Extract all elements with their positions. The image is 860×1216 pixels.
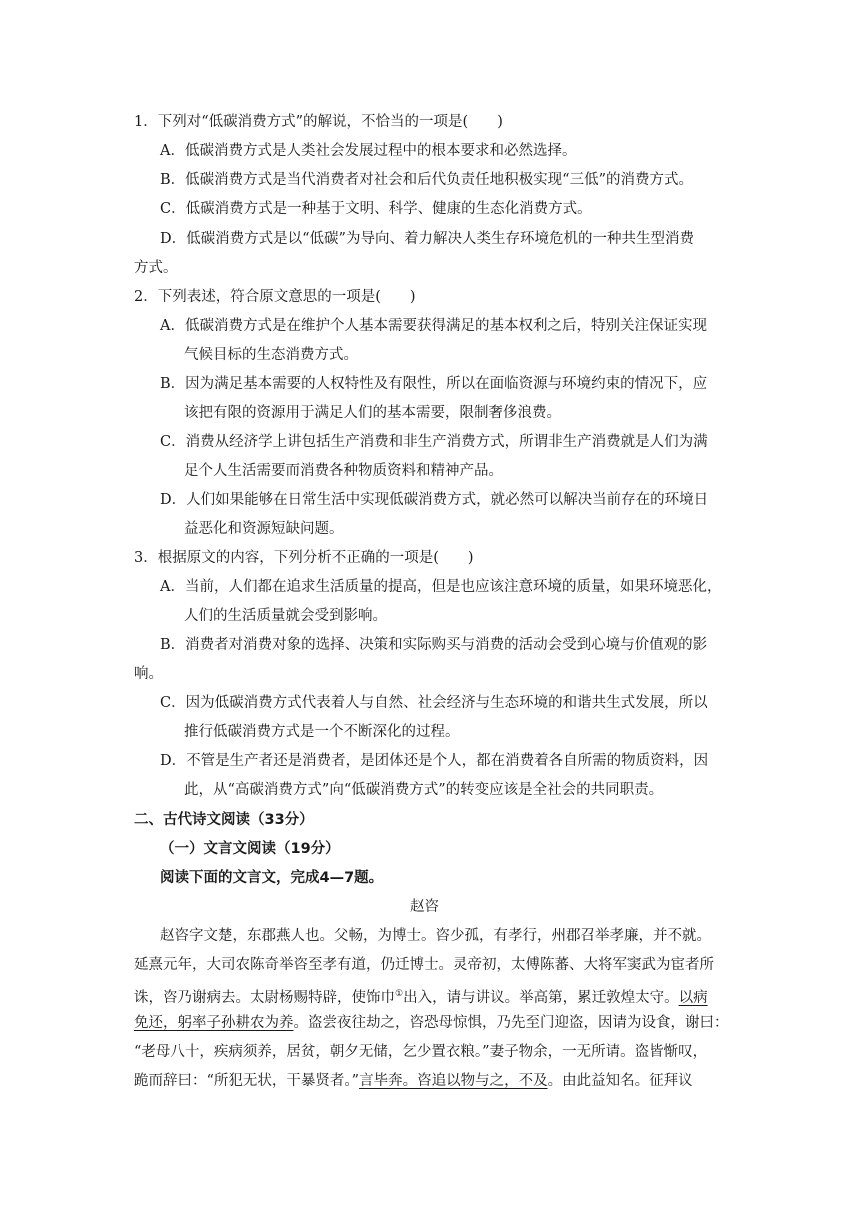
underlined-sentence-2: 言毕奔。咨追以物与之，不及 <box>359 1073 548 1089</box>
passage-line-2: 延熹元年，大司农陈奇举咨至孝有道，仍迁博士。灵帝初，太傅陈蕃、大将军窦武为宦者所 <box>134 957 714 973</box>
question-3-option-b-cont: 响。 <box>134 666 163 682</box>
question-3-stem: 3．根据原文的内容，下列分析不正确的一项是( ) <box>134 550 474 566</box>
question-3-option-d: D．不管是生产者还是消费者，是团体还是个人，都在消费着各自所需的物质资料，因 <box>160 753 709 769</box>
question-3-option-c-cont: 推行低碳消费方式是一个不断深化的过程。 <box>184 724 460 740</box>
passage-line-6-text-a: 跪而辞曰：“所犯无状，干暴贤者。” <box>134 1073 360 1089</box>
subsection-title: （一）文言文阅读（19分） <box>160 841 340 857</box>
question-3-option-d-cont: 此，从“高碳消费方式”向“低碳消费方式”的转变应该是全社会的共同职责。 <box>184 782 664 798</box>
passage-line-3-text-b: 出入，请与讲议。举高第，累迁敦煌太守。 <box>403 989 679 1006</box>
question-1-option-b: B．低碳消费方式是当代消费者对社会和后代负责任地积极实现“三低”的消费方式。 <box>160 172 693 188</box>
footnote-marker: ① <box>395 989 404 999</box>
question-2-option-c-cont: 足个人生活需要而消费各种物质资料和精神产品。 <box>184 463 503 479</box>
question-1-option-a: A．低碳消费方式是人类社会发展过程中的根本要求和必然选择。 <box>160 143 577 159</box>
question-1-option-d-cont: 方式。 <box>134 260 178 276</box>
question-2-option-d-cont: 益恶化和资源短缺问题。 <box>184 521 344 537</box>
underlined-sentence-1-start: 以病 <box>678 989 708 1006</box>
question-2-option-d: D．人们如果能够在日常生活中实现低碳消费方式，就必然可以解决当前存在的环境日 <box>160 492 709 508</box>
passage-line-5: “老母八十，疾病须养，居贫，朝夕无储，乞少置衣粮。”妻子物余，一无所请。盗皆惭叹， <box>134 1044 708 1060</box>
question-1-stem: 1．下列对“低碳消费方式”的解说，不恰当的一项是( ) <box>134 114 503 130</box>
underlined-sentence-1-end: 免还，躬率子孙耕农为养 <box>134 1015 294 1031</box>
question-3-option-a: A．当前，人们都在追求生活质量的提高，但是也应该注意环境的质量，如果环境恶化， <box>160 579 722 595</box>
question-1-option-c: C．低碳消费方式是一种基于文明、科学、健康的生态化消费方式。 <box>160 201 592 217</box>
reading-instruction: 阅读下面的文言文，完成4—7题。 <box>160 870 384 886</box>
passage-line-6 <box>134 1071 693 1091</box>
question-2-stem: 2．下列表述，符合原文意思的一项是( ) <box>134 289 416 305</box>
question-2-option-a: A．低碳消费方式是在维护个人基本需要获得满足的基本权利之后，特别关注保证实现 <box>160 318 707 334</box>
question-2-option-a-cont: 气候目标的生态消费方式。 <box>184 347 358 363</box>
question-2-option-b: B．因为满足基本需要的人权特性及有限性，所以在面临资源与环境约束的情况下，应 <box>160 376 708 392</box>
question-2-option-c: C．消费从经济学上讲包括生产消费和非生产消费方式，所谓非生产消费就是人们为满 <box>160 434 708 450</box>
question-3-option-c: C．因为低碳消费方式代表着人与自然、社会经济与生态环境的和谐共生式发展，所以 <box>160 695 708 711</box>
question-2-option-b-cont: 该把有限的资源用于满足人们的基本需要，限制奢侈浪费。 <box>184 405 561 421</box>
passage-line-3 <box>134 984 708 1008</box>
section-title: 二、古代诗文阅读（33分） <box>134 812 314 828</box>
passage-line-4-text: 。盗尝夜往劫之，咨恐母惊惧，乃先至门迎盗，因请为设食，谢曰： <box>293 1015 729 1031</box>
passage-line-6-text-b: 。由此益知名。征拜议 <box>547 1073 693 1089</box>
passage-line-3-text-a: 诛，咨乃谢病去。太尉杨赐特辟，使饰巾 <box>134 989 395 1006</box>
question-1-option-d: D．低碳消费方式是以“低碳”为导向、着力解决人类生存环境危机的一种共生型消费 <box>160 231 694 247</box>
passage-title: 赵咨 <box>410 899 439 915</box>
question-3-option-a-cont: 人们的生活质量就会受到影响。 <box>184 608 387 624</box>
question-3-option-b: B．消费者对消费对象的选择、决策和实际购买与消费的活动会受到心境与价值观的影 <box>160 637 708 653</box>
passage-line-1: 赵咨字文楚，东郡燕人也。父畅，为博士。咨少孤，有孝行，州郡召举孝廉，并不就。 <box>160 928 711 944</box>
passage-line-4 <box>134 1013 729 1033</box>
